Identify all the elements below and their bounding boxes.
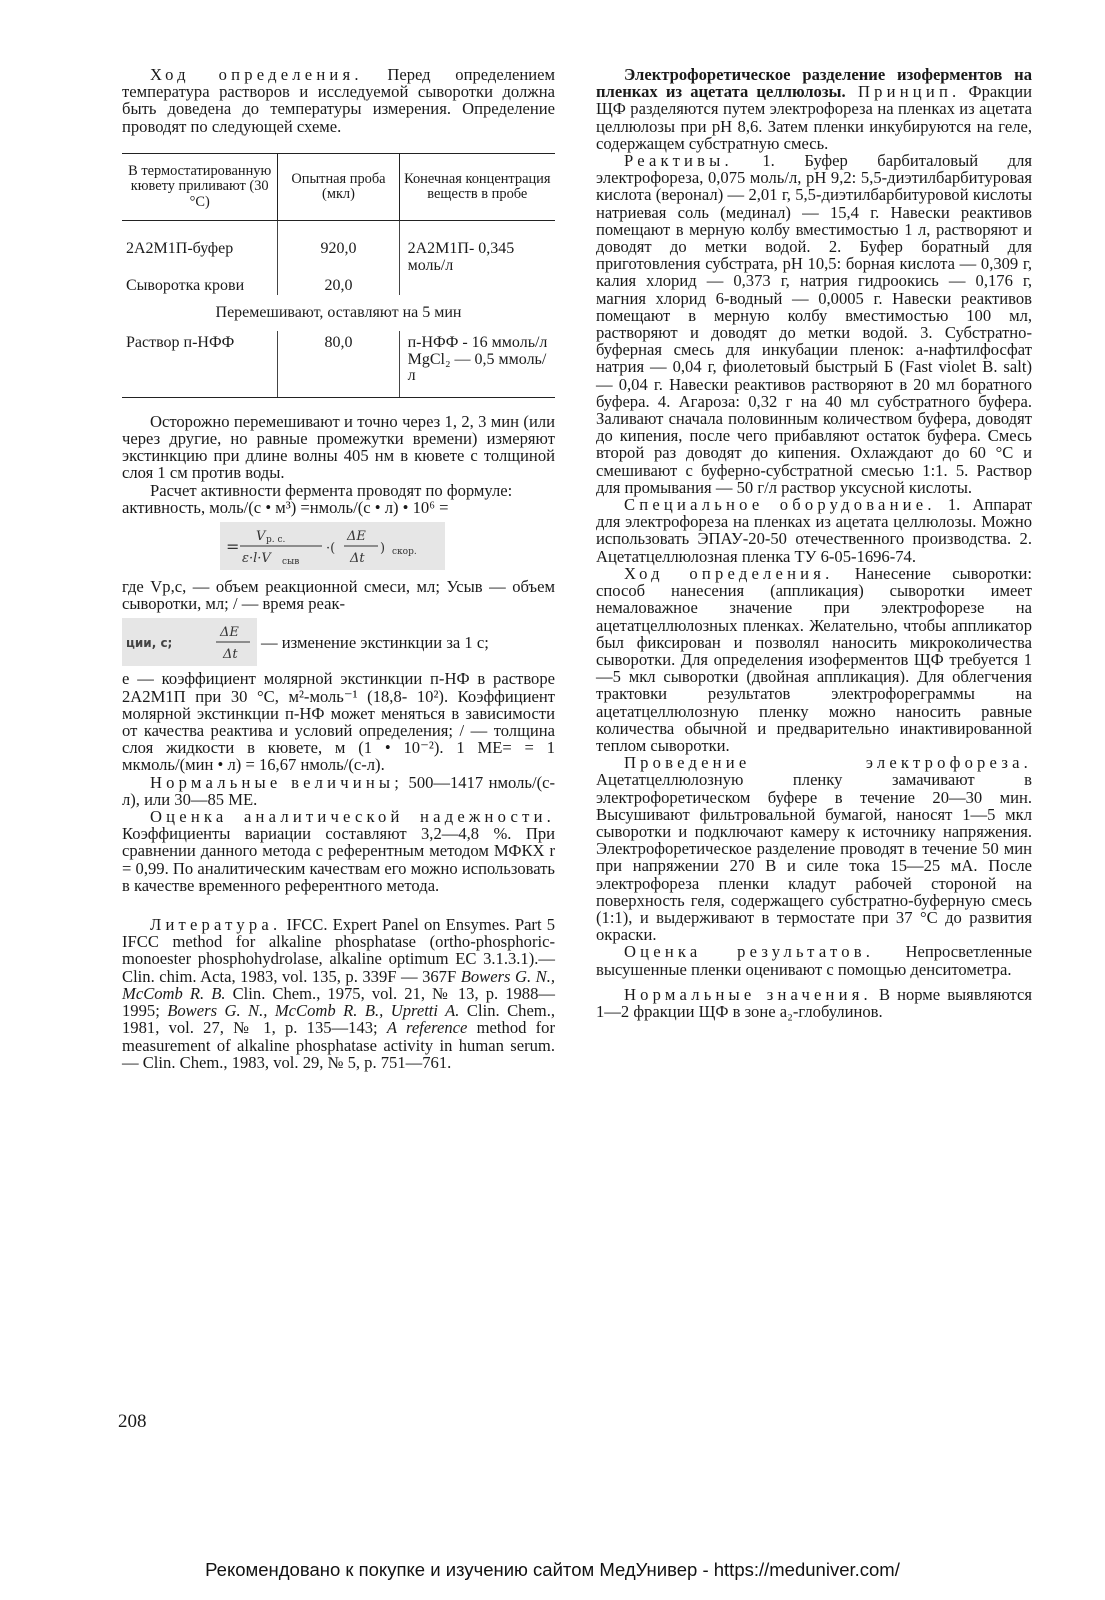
table-mix-note: Перемешивают, оставляют на 5 мин — [215, 303, 462, 321]
paragraph-equipment — [596, 496, 1032, 565]
svg-text:сыв: сыв — [282, 557, 300, 568]
reliability-text: Коэффициенты вариации составляют 3,2—4,8 %. При сравнении данного метода с референтным методом МФКХ r = 0,99. По аналитическим качествам его можно использовать в качестве временного референтного метода. — [122, 824, 555, 895]
paragraph-normal-values — [122, 774, 555, 808]
svg-text:р. с.: р. с. — [266, 535, 286, 546]
table-cell: Сыворотка крови — [126, 277, 245, 295]
svg-text:Δt: Δt — [350, 551, 365, 567]
paragraph-calc: Расчет активности фермента проводят по формуле: — [150, 480, 513, 500]
results-text: Непросветленные высушенные пленки оценивают с помощью денситометра. — [596, 942, 1032, 979]
literature-text: Clin. Chem., 1975, vol. 21, № 13, p. 1988—1995; — [122, 983, 555, 1021]
table-cell: 80,0 — [278, 331, 399, 397]
procedure-text: Перед определением температура растворов и исследуемой сыворотки должна быть доведена до температуры измерения. Определение проводят по следующей схеме. — [122, 65, 555, 136]
equipment-label: Специальное оборудование. — [624, 495, 936, 515]
svg-text:Δt: Δt — [223, 647, 238, 663]
normal-electro-label: Нормальные значения. — [624, 984, 872, 1004]
delta-e-image — [122, 618, 257, 666]
delta-e-graphic — [122, 618, 257, 666]
normal-values-label: Нормальные величины; — [150, 772, 404, 792]
literature-label: Литература. — [150, 915, 282, 935]
reagents-text: 1. Буфер барбиталовый для электрофореза, 0,075 моль/л, рН 9,2: 5,5-диэтилбарбитуровая кислота (веронал) — 2,01 г, 5,5-диэтилбарбитуровой кислоты натриевая соль (мединал) — 15,4 г. Навески реактивов помещают в мерную колбу вместимостью 1 л, растворяют и доводят до метки водой. 2. Буфер боратный для приготовления субстрата, рН 10,5: борная кислота — 0,309 г, калия хлорид — 0,373 г, натрия гидроокись — 0,176 г, магния хлорид 6-водный — 0,0005 г. Навески реактивов помещают в мерную колбу вместимостью 100 мл, растворяют и доводят до метки водой. 3. Субстратно-буферная смесь для инкубации пленок: а-нафтилфосфат натрия — 0,04 г, фиолетовый быстрый Б (Fast violet В. salt) — 0,04 г. Навески реактивов растворяют в 20 мл боратного буфера. 4. Агароза: 0,32 г на 40 мл субстратного буфера. Заливают сначала половинным количеством буфера, доводят до кипения, после чего прибавляют остаток буфера. Смесь второй раз доводят до кипения. Охлаждают до 60 °С и смешивают с буферно-субстратной смесью 1:1. 5. Раствор для промывания — 50 г/л раствор уксусной кислоты. — [596, 151, 1032, 497]
delta-e-label: ции, с; — [126, 636, 173, 651]
table-cell: 2А2М1П- 0,345 моль/л — [407, 240, 515, 274]
paragraph-extinction: е — коэффициент молярной экстинкции п-НФ в растворе 2А2М1П при 30 °С, м²-моль⁻¹ (18,8- 10²). Коэффициент молярной экстинкции п-НФ может меняться в зависимости от качества реактива и условий определения; / — толщина слоя жидкости в кювете, м (1 • 10⁻²). 1 МЕ= = 1 мкмоль/(мин • л) = 16,67 нмоль/(с-л). — [122, 669, 555, 775]
paragraph-measure: Осторожно перемешивают и точно через 1, 2, 3 мин (или через другие, но равные промежутки времени) измеряют экстинкцию при длине волны 405 нм в кювете с толщиной слоя 1 см против воды. — [122, 411, 555, 483]
table-row-mix — [122, 295, 555, 332]
paragraph-procedure-electro — [596, 565, 1032, 754]
electrophoresis-label: Проведение электрофореза. — [624, 753, 1032, 773]
paragraph-literature — [122, 916, 555, 1071]
procedure-table — [122, 153, 555, 398]
table-cell — [399, 274, 555, 295]
literature-text: IFCC. Expert Panel on Ensymes. Part 5 IFCC method for alkaline phosphatase (ortho-phosphoric-monoester phosphohydrolase, alkaline optimum EC 3.1.3.1).— Clin. chim. Acta, 1983, vol. 135, p. 339F — 367F — [122, 915, 555, 986]
table-header-concentration: Конечная концентрация веществ в пробе — [399, 153, 555, 221]
paragraph-principle — [596, 66, 1032, 152]
svg-text:ΔE: ΔE — [347, 529, 366, 545]
left-column — [122, 66, 555, 1071]
right-column — [596, 66, 1032, 1020]
section-title: Электрофоретическое разделение изоферментов на пленках из ацетата целлюлозы. — [596, 65, 1032, 102]
paragraph-results — [596, 943, 1032, 977]
table-cell: 920,0 — [278, 221, 399, 275]
electrophoresis-text: Ацетатцеллюлозную пленку замачивают в электрофоретическом буфере в течение 20—30 мин. Высушивают фильтровальной бумагой, наносят 1—5 мкл сыворотки и подключают камеру к источнику напряжения. Электрофоретическое разделение проводят в течение 50 мин при напряжении 270 В и силе тока 15—25 мА. После электрофореза пленки кладут рабочей стороной на поверхность геля, содержащего субстратно-буферную смесь (1:1), и выдерживают в термостате при 37 °С до развития окраски. — [596, 770, 1032, 945]
procedure-label: Ход определения. — [150, 65, 363, 84]
footer-recommendation: Рекомендовано к покупке и изучению сайтом МедУнивер - https://meduniver.com/ — [205, 1559, 900, 1580]
svg-text:скор.: скор. — [392, 547, 417, 558]
procedure-electro-label: Ход определения. — [624, 563, 834, 583]
reagents-label: Реактивы. — [624, 151, 733, 171]
paragraph-electrophoresis — [596, 754, 1032, 943]
table-header-cuvette: В термостатированную кювету приливают (30 °С) — [122, 153, 278, 221]
svg-text:ε·l·V: ε·l·V — [242, 551, 271, 567]
paragraph-reliability — [122, 808, 555, 894]
table-cell: п-НФФ - 16 ммоль/л MgCl₂ — 0,5 ммоль/л — [399, 331, 555, 397]
literature-authors: Bowers G. N., McComb R. B., Upretti A. — [167, 1001, 460, 1021]
literature-text: method for measurement of alkaline phosphatase activity in human serum.— Clin. Chem., 1983, vol. 29, № 5, p. 751—761. — [122, 1018, 556, 1072]
literature-authors: Bowers G. N., McComb R. B. — [122, 966, 555, 1003]
svg-text:·(: ·( — [326, 541, 336, 557]
table-row — [122, 274, 555, 295]
reliability-label: Оценка аналитической надежности. — [150, 807, 555, 827]
normal-electro-text: В норме выявляются 1—2 фракции ЩФ в зоне а₂-глобулинов. — [596, 984, 1032, 1021]
table-cell: Раствор п-НФФ — [122, 331, 278, 397]
results-label: Оценка результатов. — [624, 942, 875, 962]
paragraph-variables: где Vp,c, — объем реакционной смеси, мл; Усыв — объем сыворотки, мл; / — время реак- — [122, 577, 555, 614]
svg-text:=: = — [226, 537, 240, 557]
svg-text:V: V — [256, 529, 266, 545]
table-row — [122, 331, 555, 397]
delta-e-text: — изменение экстинкции за 1 с; — [261, 632, 489, 652]
paragraph-normal-electro — [596, 986, 1032, 1020]
table-row — [122, 221, 555, 275]
literature-authors: A reference — [386, 1018, 468, 1038]
principle-label: Принцип. — [845, 82, 961, 102]
svg-text:): ) — [380, 541, 386, 557]
paragraph-reagents — [596, 152, 1032, 496]
table-cell: 2А2М1П-буфер — [126, 240, 234, 258]
table-header-sample: Опытная проба (мкл) — [278, 153, 399, 221]
formula-line: активность, моль/(с • м³) =нмоль/(с • л) • 10⁶ = — [122, 497, 449, 517]
literature-text: Clin. Chem., 1981, vol. 27, № 1, p. 135—143; — [122, 1001, 556, 1038]
page-number: 208 — [118, 1411, 147, 1432]
principle-text: Фракции ЩФ разделяются путем электрофореза на пленках из ацетата целлюлозы при рН 8,6. Затем пленки инкубируются на геле, содержащем субстратную смесь. — [596, 82, 1032, 153]
activity-formula-image — [220, 522, 445, 570]
equipment-text: 1. Аппарат для электрофореза на пленках из ацетата целлюлозы. Можно использовать ЭПАУ-20-50 отечественного производства. 2. Ацетатцеллюлозная пленка ТУ 6-05-1696-74. — [596, 495, 1033, 566]
paragraph-procedure — [122, 66, 555, 135]
delta-e-line — [122, 618, 555, 666]
formula-graphic — [220, 522, 445, 570]
normal-values-text: 500—1417 нмоль/(с-л), или 30—85 МЕ. — [122, 772, 555, 809]
table-cell: 20,0 — [278, 274, 399, 295]
svg-text:ΔE: ΔE — [220, 625, 239, 641]
procedure-electro-text: Нанесение сыворотки: способ нанесения (аппликация) сыворотки имеет немаловажное значение при электрофорезе на ацетатцеллюлозных пленках. Желательно, чтобы аппликатор был фиксирован и позволял наносить микроколичества сыворотки. Для определения изоферментов ЩФ требуется 1—5 мкл сыворотки (двойная аппликация). Для облегчения трактовки результатов электрофореграммы на ацетатцеллюлозную пленку можно наносить равные количества обычной и предварительно инактивированной теплом сыворотки. — [596, 563, 1032, 755]
